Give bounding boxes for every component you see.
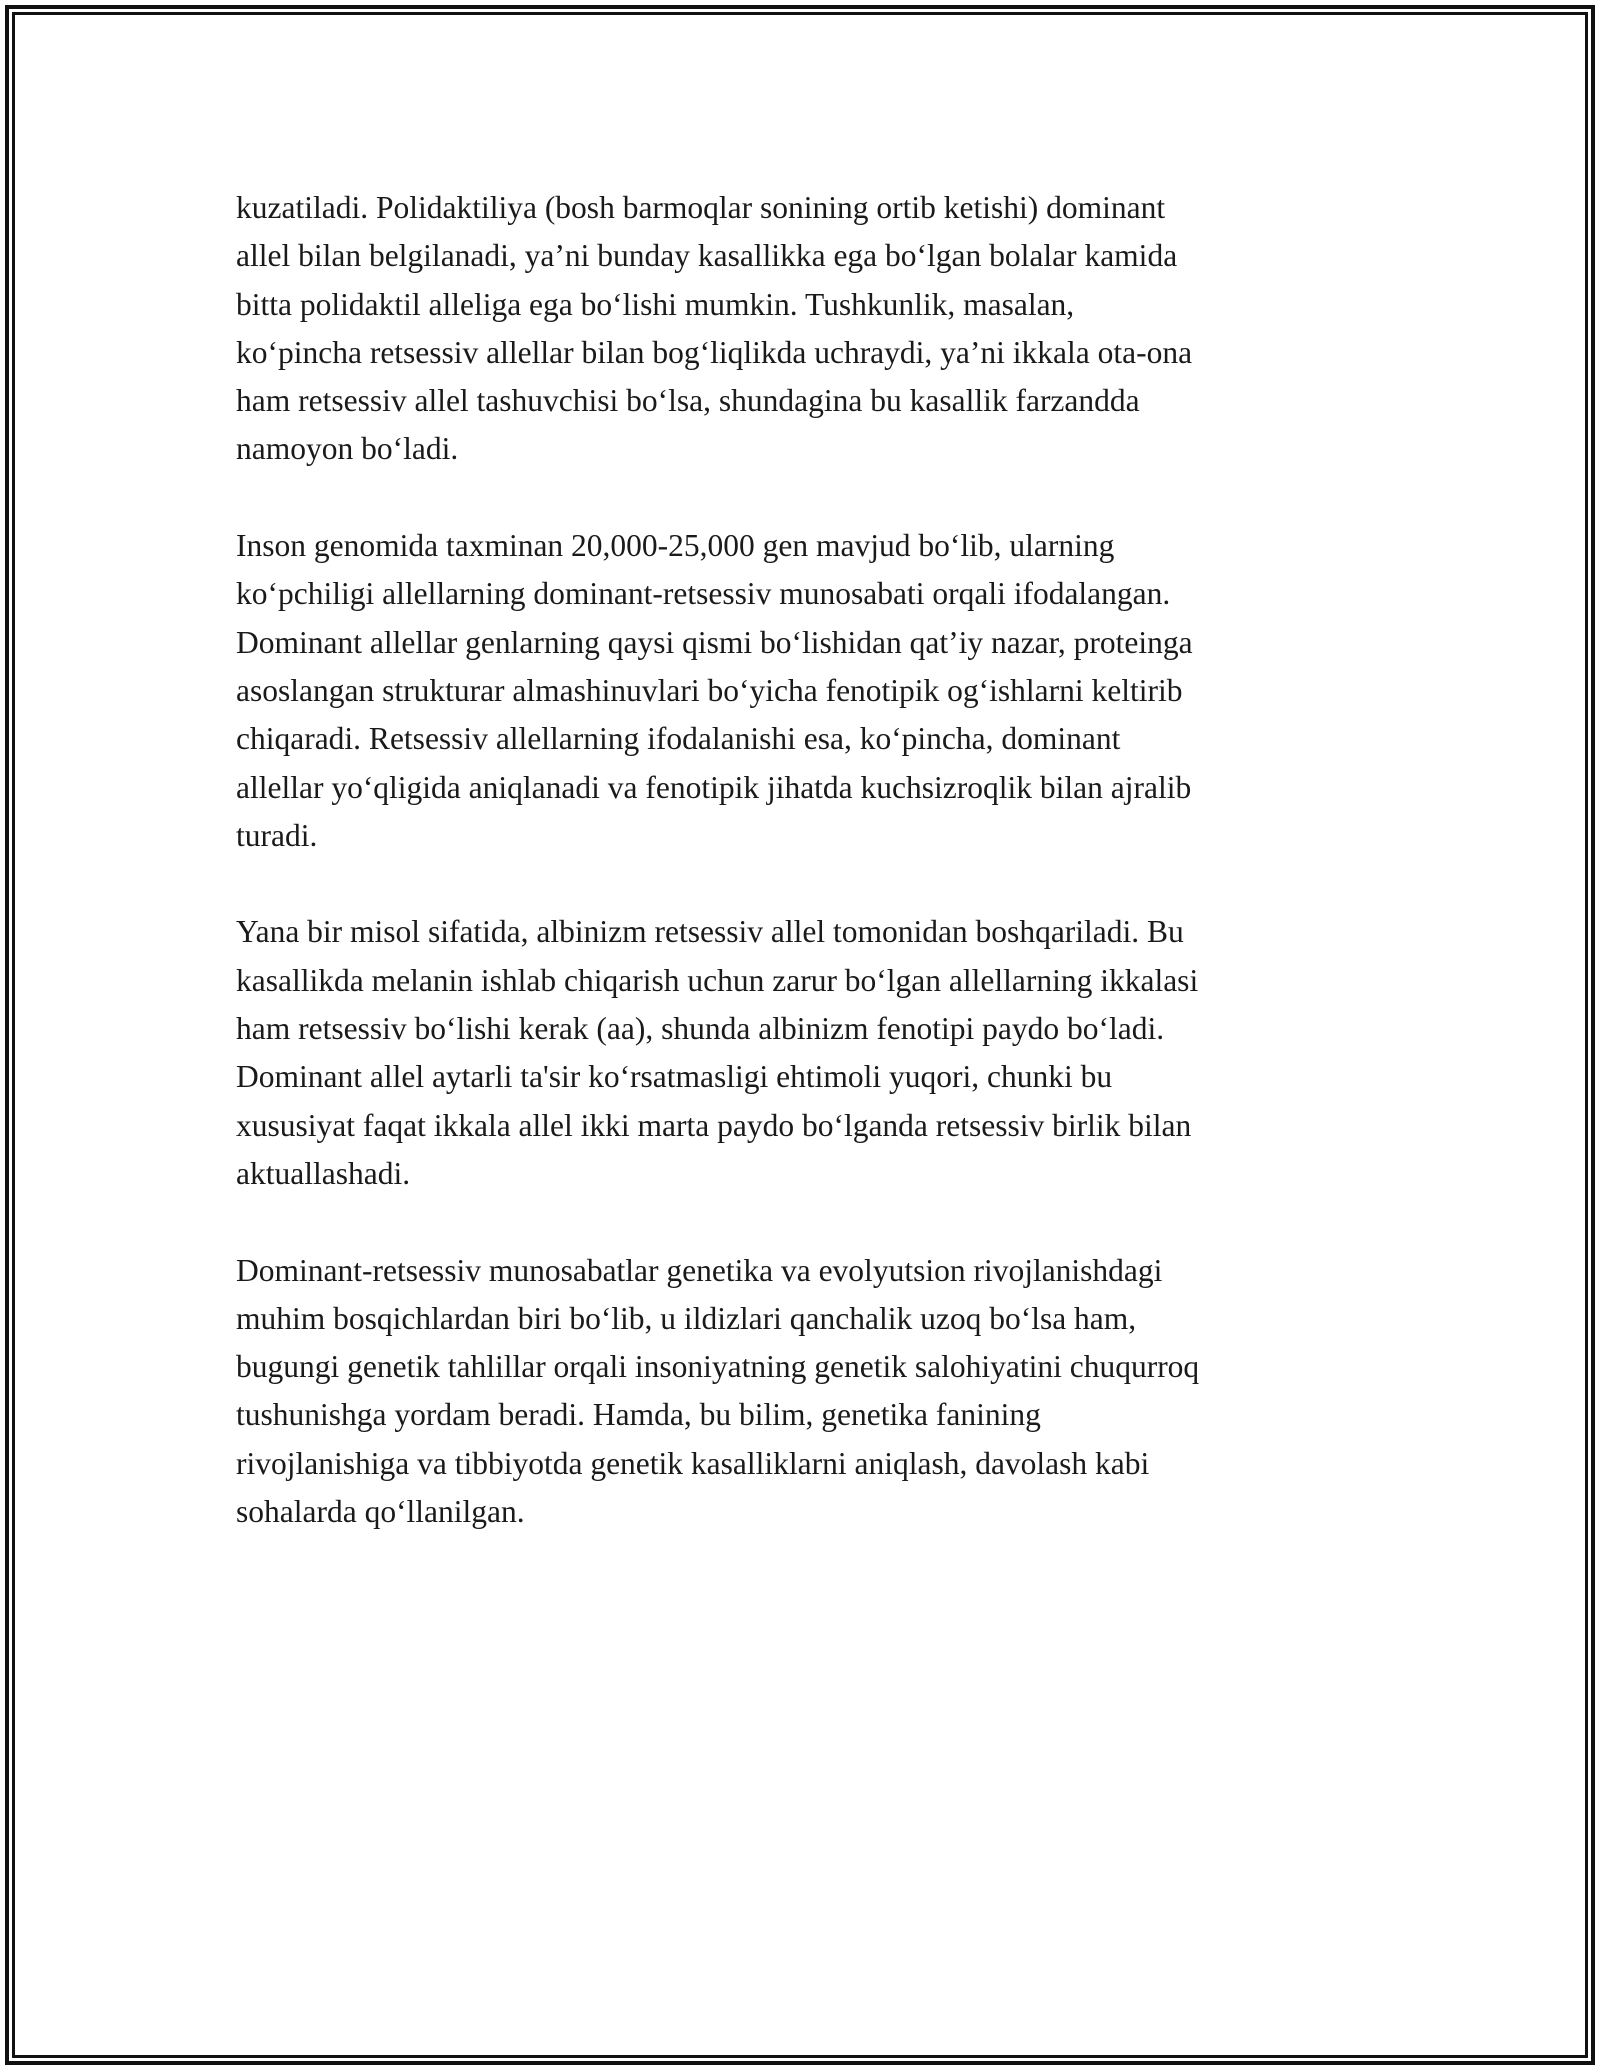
paragraph-conclusion: Dominant-retsessiv munosabatlar genetika va evolyutsion rivojlanishdagi muhim bosqichlardan biri bo‘lib, u ildizlari qanchalik uzoq bo‘lsa ham, bugungi genetik tahlillar orqali insoniyatning genetik salohiyatini chuqurroq tushunishga yordam beradi. Hamda, bu bilim, genetika fanining rivojlanishiga va tibbiyotda genetik kasalliklarni aniqlash, davolash kabi sohalarda qo‘llanilgan. [236, 1252, 1200, 1530]
document-body [236, 184, 1376, 1585]
paragraph-human-genome: Inson genomida taxminan 20,000-25,000 gen mavjud bo‘lib, ularning ko‘pchiligi allellarning dominant-retsessiv munosabati orqali ifodalangan. Dominant allellar genlarning qaysi qismi bo‘lishidan qat’iy nazar, proteinga asoslangan strukturar almashinuvlari bo‘yicha fenotipik og‘ishlarni keltirib chiqaradi. Retsessiv allellarning ifodalanishi esa, ko‘pincha, dominant allellar yo‘qligida aniqlanadi va fenotipik jihatda kuchsizroqlik bilan ajralib turadi. [236, 528, 1193, 853]
paragraph-polydactyly: kuzatiladi. Polidaktiliya (bosh barmoqlar sonining ortib ketishi) dominant allel bilan belgilanadi, ya’ni bunday kasallikka ega bo‘lgan bolalar kamida bitta polidaktil alleliga ega bo‘lishi mumkin. Tushkunlik, masalan, ko‘pincha retsessiv allellar bilan bog‘liqlikda uchraydi, ya’ni ikkala ota-ona ham retsessiv allel tashuvchisi bo‘lsa, shundagina bu kasallik farzandda namoyon bo‘ladi. [236, 190, 1193, 467]
paragraph-albinism: Yana bir misol sifatida, albinizm retsessiv allel tomonidan boshqariladi. Bu kasallikda melanin ishlab chiqarish uchun zarur bo‘lgan allellarning ikkalasi ham retsessiv bo‘lishi kerak (aa), shunda albinizm fenotipi paydo bo‘ladi. Dominant allel aytarli ta'sir ko‘rsatmasligi ehtimoli yuqori, chunki bu xususiyat faqat ikkala allel ikki marta paydo bo‘lganda retsessiv birlik bilan aktuallashadi. [236, 914, 1199, 1191]
